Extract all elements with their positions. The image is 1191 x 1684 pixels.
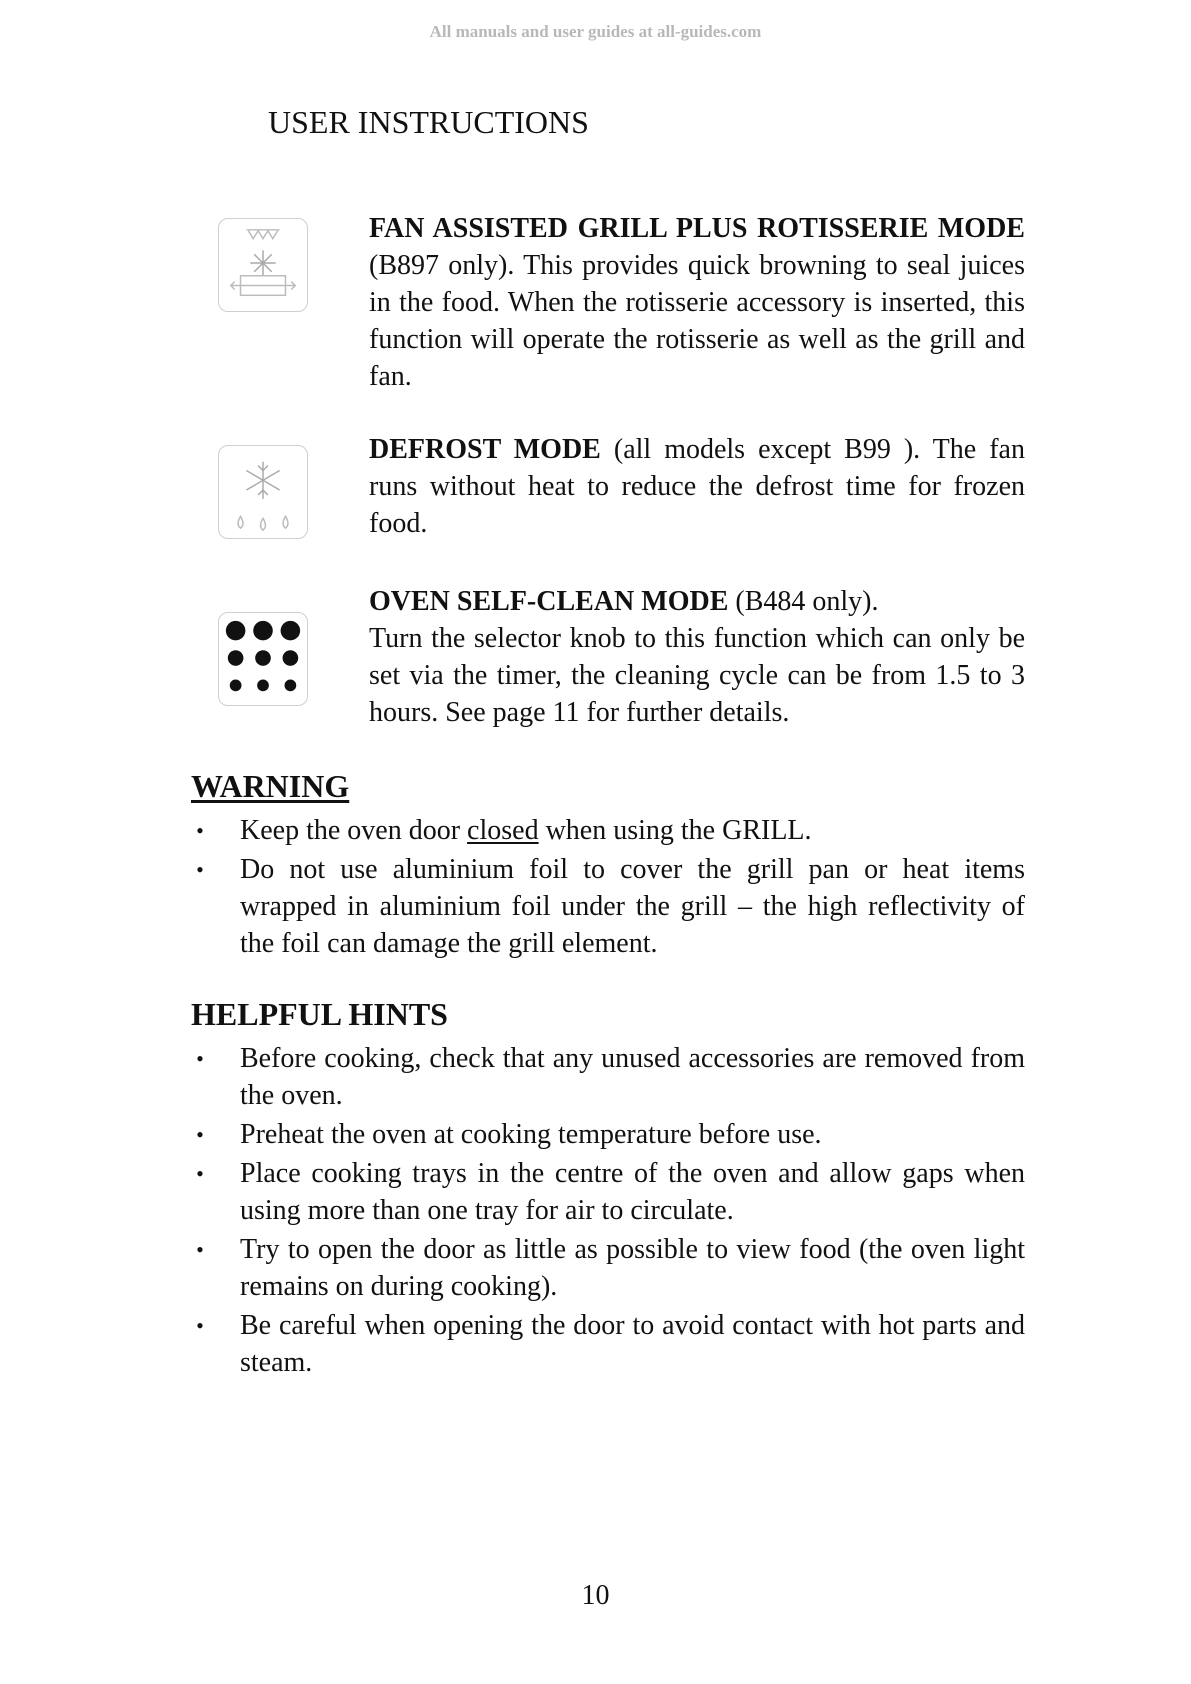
bullet-icon: •: [196, 1237, 204, 1262]
mode-body: Turn the selector knob to this function which can only be set via the timer, the cleaning cycle can be from 1.5 to 3 hours. See page 11 for further details.: [369, 623, 1025, 728]
helpful-hints-heading: HELPFUL HINTS: [191, 996, 448, 1032]
underlined-text: closed: [467, 815, 539, 846]
mode-fan-grill-rotisserie: [369, 210, 1025, 395]
page-title: USER INSTRUCTIONS: [268, 104, 589, 140]
self-clean-dots-icon: [218, 612, 308, 706]
mode-heading-suffix: (B484 only).: [728, 586, 879, 617]
bullet-icon: •: [196, 818, 204, 843]
mode-heading: FAN ASSISTED GRILL PLUS ROTISSERIE MODE: [369, 213, 1025, 244]
mode-heading: DEFROST MODE: [369, 434, 601, 465]
bullet-icon: •: [196, 1122, 204, 1147]
bullet-icon: •: [196, 857, 204, 882]
mode-body: (all models except B99 ). The fan runs without heat to reduce the defrost time for frozen food.: [369, 434, 1025, 539]
mode-heading: OVEN SELF-CLEAN MODE: [369, 586, 729, 617]
mode-defrost: [369, 431, 1025, 542]
bullet-icon: •: [196, 1046, 204, 1071]
list-item: • Before cooking, check that any unused accessories are removed from the oven.: [190, 1040, 1025, 1114]
warning-heading: WARNING: [191, 768, 350, 804]
list-item: • Place cooking trays in the centre of the oven and allow gaps when using more than one tray for air to circulate.: [190, 1155, 1025, 1229]
page-number: 10: [581, 1580, 610, 1611]
defrost-snowflake-icon: [218, 445, 308, 539]
bullet-icon: •: [196, 1313, 204, 1338]
watermark: All manuals and user guides at all-guides.com: [429, 22, 762, 41]
warning-list: [190, 812, 1025, 964]
mode-body: (B897 only). This provides quick browning to seal juices in the food. When the rotisserie accessory is inserted, this function will operate the rotisserie as well as the grill and fan.: [369, 250, 1025, 392]
list-item: • Try to open the door as little as possible to view food (the oven light remains on during cooking).: [190, 1231, 1025, 1305]
fan-grill-rotisserie-icon: [218, 218, 308, 312]
bullet-icon: •: [196, 1161, 204, 1186]
list-item: • Preheat the oven at cooking temperature before use.: [190, 1116, 1025, 1153]
mode-self-clean: [369, 583, 1025, 731]
hints-list: [190, 1040, 1025, 1383]
list-item: • Be careful when opening the door to avoid contact with hot parts and steam.: [190, 1307, 1025, 1381]
list-item: • Keep the oven door closed when using the GRILL.: [190, 812, 1025, 849]
list-item: • Do not use aluminium foil to cover the grill pan or heat items wrapped in aluminium foil under the grill – the high reflectivity of the foil can damage the grill element.: [190, 851, 1025, 962]
